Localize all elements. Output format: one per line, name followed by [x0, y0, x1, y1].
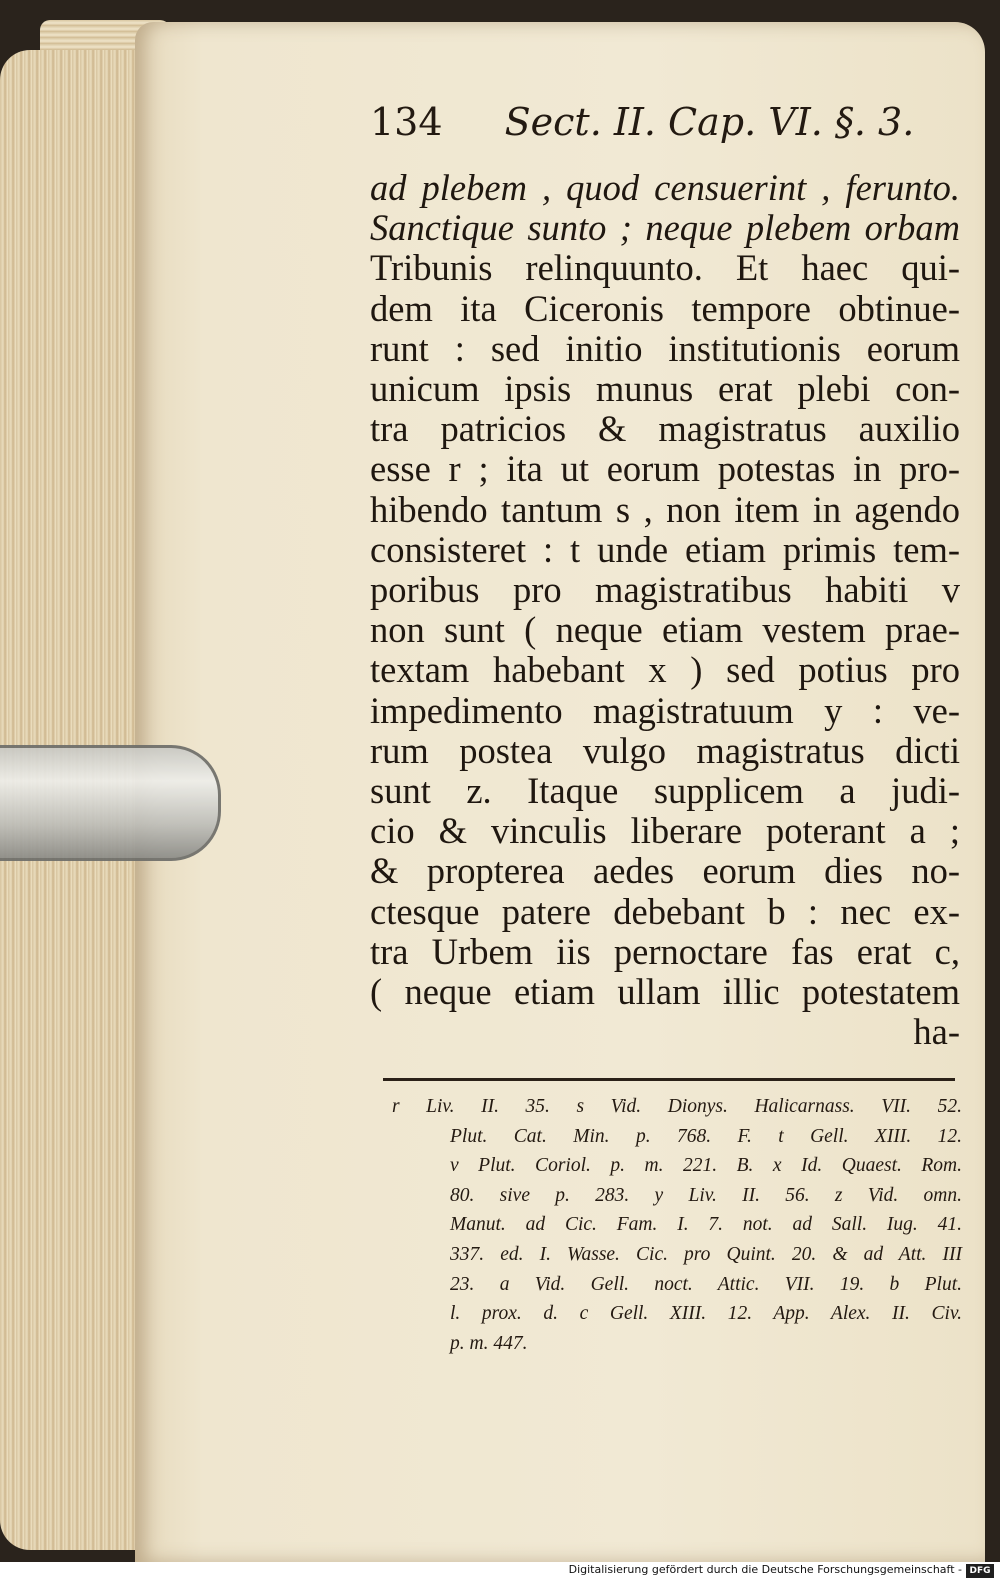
footnotes: [392, 1092, 962, 1358]
funding-credit: Digitalisierung gefördert durch die Deutsche Forschungsgemeinschaft -: [568, 1563, 962, 1576]
body-line: hibendo tantum s , non item in agendo: [370, 488, 960, 530]
body-line: & propterea aedes eorum dies no-: [370, 850, 960, 892]
page-number: 134: [370, 100, 443, 144]
footnote-line: l. prox. d. c Gell. XIII. 12. App. Alex. II. Civ.: [450, 1303, 962, 1325]
body-line: dem ita Ciceronis tempore obtinue-: [370, 287, 960, 329]
body-line: sunt z. Itaque supplicem a judi-: [370, 770, 960, 812]
body-text: [370, 168, 960, 1052]
body-line: tra Urbem iis pernoctare fas erat c,: [370, 930, 960, 972]
footnote-line: p. m. 447.: [450, 1332, 528, 1354]
footnote-rule: [383, 1078, 955, 1081]
body-line: ( neque etiam ullam illic potestatem: [370, 971, 960, 1013]
footnote-line: v Plut. Coriol. p. m. 221. B. x Id. Quaest. Rom.: [450, 1155, 962, 1177]
body-line: impedimento magistratuum y : ve-: [370, 689, 960, 731]
running-head: Sect. II. Cap. VI. §. 3.: [504, 100, 915, 144]
footnote-line: Plut. Cat. Min. p. 768. F. t Gell. XIII. 12.: [450, 1125, 962, 1147]
body-line: ad plebem , quod censuerint , ferunto.: [370, 167, 960, 208]
body-line: non sunt ( neque etiam vestem prae-: [370, 609, 960, 651]
footnote-line: Manut. ad Cic. Fam. I. 7. not. ad Sall. Iug. 41.: [450, 1214, 962, 1236]
footnote-line: 23. a Vid. Gell. noct. Attic. VII. 19. b Plut.: [450, 1273, 962, 1295]
body-line: tra patricios & magistratus auxilio: [370, 408, 960, 450]
body-line: Tribunis relinquunto. Et haec qui-: [370, 247, 960, 289]
catchword: ha-: [913, 1011, 960, 1053]
body-line: textam habebant x ) sed potius pro: [370, 649, 960, 691]
footnote-line: 337. ed. I. Wasse. Cic. pro Quint. 20. & ad Att. III: [450, 1243, 962, 1265]
footnote-line: 80. sive p. 283. y Liv. II. 56. z Vid. omn.: [450, 1184, 962, 1206]
body-line: Sanctique sunto ; neque plebem orbam: [370, 207, 960, 249]
footnote-line: r Liv. II. 35. s Vid. Dionys. Halicarnass. VII. 52.: [392, 1096, 962, 1117]
body-line: consisteret : t unde etiam primis tem-: [370, 528, 960, 570]
page-clip: [0, 745, 221, 861]
body-line: runt : sed initio institutionis eorum: [370, 327, 960, 369]
body-line: esse r ; ita ut eorum potestas in pro-: [370, 448, 960, 490]
page-header: [370, 100, 930, 160]
body-line: rum postea vulgo magistratus dicti: [370, 729, 960, 771]
body-line: cio & vinculis liberare poterant a ;: [370, 810, 960, 852]
body-line: poribus pro magistratibus habiti v: [370, 569, 960, 611]
body-line: ctesque patere debebant b : nec ex-: [370, 890, 960, 932]
body-line: unicum ipsis munus erat plebi con-: [370, 368, 960, 410]
dfg-logo: DFG: [966, 1564, 994, 1578]
